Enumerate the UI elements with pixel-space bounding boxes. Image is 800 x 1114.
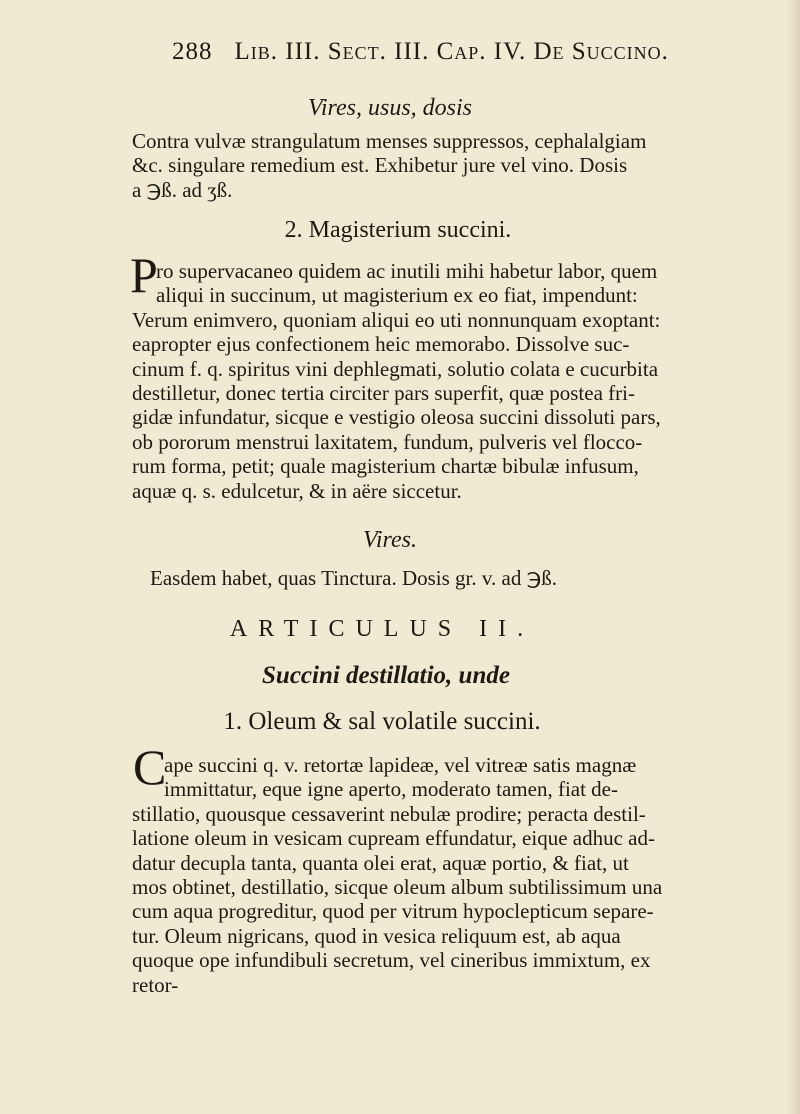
text-line: stillatio, quousque cessaverint nebulæ prodire; peracta destil- <box>132 801 646 826</box>
text-line: quoque ope infundibuli secretum, vel cineribus immixtum, ex <box>132 948 651 973</box>
text-line: aquæ q. s. edulcetur, & in aëre siccetur. <box>132 478 462 503</box>
section-heading-magisterium: 2. Magisterium succini. <box>284 217 512 243</box>
subheading-oleum-sal: 1. Oleum & sal volatile succini. <box>223 708 541 735</box>
text-line: Contra vulvæ strangulatum menses suppressos, cephalalgiam <box>132 129 647 153</box>
text-line: ape succini q. v. retortæ lapideæ, vel vitreæ satis magnæ <box>164 753 637 777</box>
text-line: immittatur, eque igne aperto, moderato tamen, fiat de- <box>164 777 618 802</box>
articulus-subtitle: Succini destillatio, unde <box>262 662 510 689</box>
text-line: eapropter ejus confectionem heic memorabo. Dissolve suc- <box>132 332 630 357</box>
paragraph-vires <box>132 129 784 202</box>
text-line: ro supervacaneo quidem ac inutili mihi habetur labor, quem <box>156 259 658 283</box>
text-line: tur. Oleum nigricans, quod in vesica reliquum est, ab aqua <box>132 923 621 948</box>
text-line: Verum enimvero, quoniam aliqui eo uti nonnunquam exoptant: <box>132 307 661 332</box>
articulus-title: ARTICULUS II. <box>229 616 535 642</box>
section-heading-vires-usus-dosis: Vires, usus, dosis <box>307 95 472 121</box>
paragraph-vires-tinctura <box>150 566 784 590</box>
text-line: &c. singulare remedium est. Exhibetur jure vel vino. Dosis <box>132 153 628 178</box>
text-line: rum forma, petit; quale magisterium chartæ bibulæ infusum, <box>132 454 639 479</box>
drop-cap-c: C <box>133 739 167 795</box>
text-line: cinum f. q. spiritus vini dephlegmati, solutio colata e cucurbita <box>132 356 659 381</box>
text-line: destilletur, donec tertia circiter pars superfit, quæ postea fri- <box>132 381 635 406</box>
running-header <box>172 38 792 66</box>
text-line: Easdem habet, quas Tinctura. Dosis gr. v. ad ℈ß. <box>150 566 558 590</box>
drop-cap-p: P <box>130 247 158 303</box>
text-line: a ℈ß. ad ʒß. <box>132 177 233 202</box>
page-edge-shadow <box>786 0 800 1114</box>
section-heading-vires: Vires. <box>363 527 417 553</box>
catchword: retor- <box>132 972 179 997</box>
text-line: mos obtinet, destillatio, sicque oleum album subtilissimum una <box>132 875 663 900</box>
paragraph-destillatio <box>132 753 784 997</box>
text-line: gidæ infundatur, sicque e vestigio oleosa succini dissoluti pars, <box>132 405 661 430</box>
running-title: Lib. III. Sect. III. Cap. IV. De Succino. <box>234 38 669 65</box>
text-line: cum aqua progreditur, quod per vitrum hypoclepticum separe- <box>132 899 654 924</box>
page-number: 288 <box>172 38 213 65</box>
text-line: ob pororum menstrui laxitatem, fundum, pulveris vel flocco- <box>132 429 643 454</box>
text-line: latione oleum in vesicam cupream effundatur, eique adhuc ad- <box>132 826 655 851</box>
text-line: datur decupla tanta, quanta olei erat, aquæ portio, & fiat, ut <box>132 850 629 875</box>
paragraph-magisterium <box>132 259 784 503</box>
text-line: aliqui in succinum, ut magisterium ex eo fiat, impendunt: <box>156 283 638 308</box>
